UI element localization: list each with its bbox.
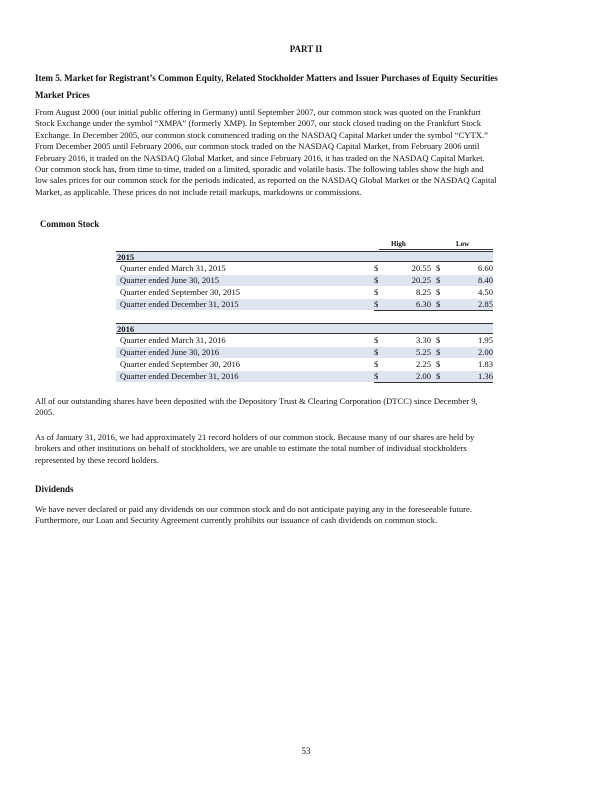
- quarter-label: Quarter ended September 30, 2015: [120, 287, 241, 297]
- currency-symbol: $: [374, 275, 379, 285]
- high-value: 5.25: [415, 347, 431, 357]
- currency-symbol: $: [436, 371, 441, 381]
- table-row: [116, 359, 493, 370]
- high-value: 6.30: [415, 299, 431, 309]
- low-value: 4.50: [477, 287, 493, 297]
- low-value: 1.95: [477, 335, 493, 345]
- paragraph-line: 2005.: [35, 407, 55, 418]
- table-row: [116, 347, 493, 358]
- paragraph-line: Stock Exchange under the symbol “XMPA” (formerly XMP). In September 2007, our stock closed trading on the Frankfurt Stock: [35, 118, 481, 129]
- currency-symbol: $: [436, 335, 441, 345]
- dividends-paragraph: [35, 504, 580, 527]
- quarter-label: Quarter ended December 31, 2016: [120, 371, 239, 381]
- currency-symbol: $: [436, 263, 441, 273]
- currency-symbol: $: [374, 335, 379, 345]
- header-rule: [379, 249, 493, 250]
- table-row: [116, 299, 493, 310]
- paragraph-line: low sales prices for our common stock for the periods indicated, as reported on the NASDAQ Global Market or the NASDAQ Capital: [35, 175, 497, 186]
- part-title: PART II: [289, 44, 323, 54]
- item-heading: Item 5. Market for Registrant’s Common Equity, Related Stockholder Matters and Issuer Purchases of Equity Securities: [35, 73, 498, 83]
- low-value: 6.60: [477, 263, 493, 273]
- low-value: 2.00: [477, 347, 493, 357]
- high-value: 2.25: [415, 359, 431, 369]
- table-row: [116, 371, 493, 382]
- low-value: 1.83: [477, 359, 493, 369]
- low-value: 2.85: [477, 299, 493, 309]
- currency-symbol: $: [374, 371, 379, 381]
- column-header-high: High: [391, 240, 406, 248]
- table-row: [116, 263, 493, 274]
- common-stock-label: Common Stock: [40, 219, 100, 229]
- paragraph-line: Exchange. In December 2005, our common stock commenced trading on the NASDAQ Capital Market under the symbol “CYTX.”: [35, 129, 488, 140]
- currency-symbol: $: [374, 287, 379, 297]
- low-value: 8.40: [477, 275, 493, 285]
- quarter-label: Quarter ended March 31, 2016: [120, 335, 226, 345]
- currency-symbol: $: [374, 359, 379, 369]
- currency-symbol: $: [436, 359, 441, 369]
- paragraph-line: We have never declared or paid any dividends on our common stock and do not anticipate paying any in the foreseeable future.: [35, 504, 472, 514]
- total-rule: [374, 382, 493, 383]
- quarter-label: Quarter ended June 30, 2016: [120, 347, 220, 357]
- market-prices-heading: Market Prices: [35, 90, 90, 100]
- currency-symbol: $: [436, 275, 441, 285]
- high-value: 20.25: [411, 275, 431, 285]
- market-paragraph: [35, 107, 580, 198]
- paragraph-line: All of our outstanding shares have been deposited with the Depository Trust & Clearing Corporation (DTCC) since December 9,: [35, 396, 478, 406]
- currency-symbol: $: [436, 287, 441, 297]
- table-row: [116, 275, 493, 286]
- page-number: 53: [301, 746, 311, 756]
- paragraph-line: From August 2000 (our initial public offering in Germany) until September 2007, our common stock was quoted on the Frankfurt: [35, 107, 481, 117]
- year-row-2016: 2016: [116, 323, 493, 334]
- low-value: 1.36: [477, 371, 493, 381]
- table-row: [116, 287, 493, 298]
- dividends-heading: Dividends: [35, 484, 74, 494]
- quarter-label: Quarter ended September 30, 2016: [120, 359, 241, 369]
- quarter-label: Quarter ended June 30, 2015: [120, 275, 220, 285]
- paragraph-line: brokers and other institutions on behalf of stockholders, we are unable to estimate the total number of individual stockholders: [35, 443, 467, 454]
- currency-symbol: $: [374, 263, 379, 273]
- total-rule: [374, 310, 493, 311]
- quarter-label: Quarter ended December 31, 2015: [120, 299, 239, 309]
- paragraph-line: Market, as applicable. These prices do not include retail markups, markdowns or commissions.: [35, 186, 362, 197]
- high-value: 2.00: [415, 371, 431, 381]
- currency-symbol: $: [436, 299, 441, 309]
- holders-paragraph: [35, 432, 580, 466]
- paragraph-line: From December 2005 until February 2006, our common stock traded on the NASDAQ Capital Market, from February 2006 until: [35, 141, 480, 152]
- high-value: 3.30: [415, 335, 431, 345]
- high-value: 20.55: [411, 263, 431, 273]
- year-row-2015: 2015: [116, 251, 493, 262]
- quarter-label: Quarter ended March 31, 2015: [120, 263, 226, 273]
- paragraph-line: Our common stock has, from time to time, traded on a limited, sporadic and volatile basis. The following tables show the high and: [35, 164, 484, 175]
- dtcc-paragraph: [35, 396, 580, 419]
- currency-symbol: $: [436, 347, 441, 357]
- currency-symbol: $: [374, 347, 379, 357]
- currency-symbol: $: [374, 299, 379, 309]
- high-value: 8.25: [415, 287, 431, 297]
- paragraph-line: As of January 31, 2016, we had approximately 21 record holders of our common stock. Because many of our shares are held by: [35, 432, 475, 442]
- table-row: [116, 335, 493, 346]
- paragraph-line: represented by these record holders.: [35, 454, 159, 465]
- column-header-low: Low: [456, 240, 470, 248]
- paragraph-line: Furthermore, our Loan and Security Agreement currently prohibits our issuance of cash dividends on common stock.: [35, 515, 438, 526]
- paragraph-line: February 2016, it traded on the NASDAQ Global Market, and since February 2016, it has traded on the NASDAQ Capital Market.: [35, 152, 485, 163]
